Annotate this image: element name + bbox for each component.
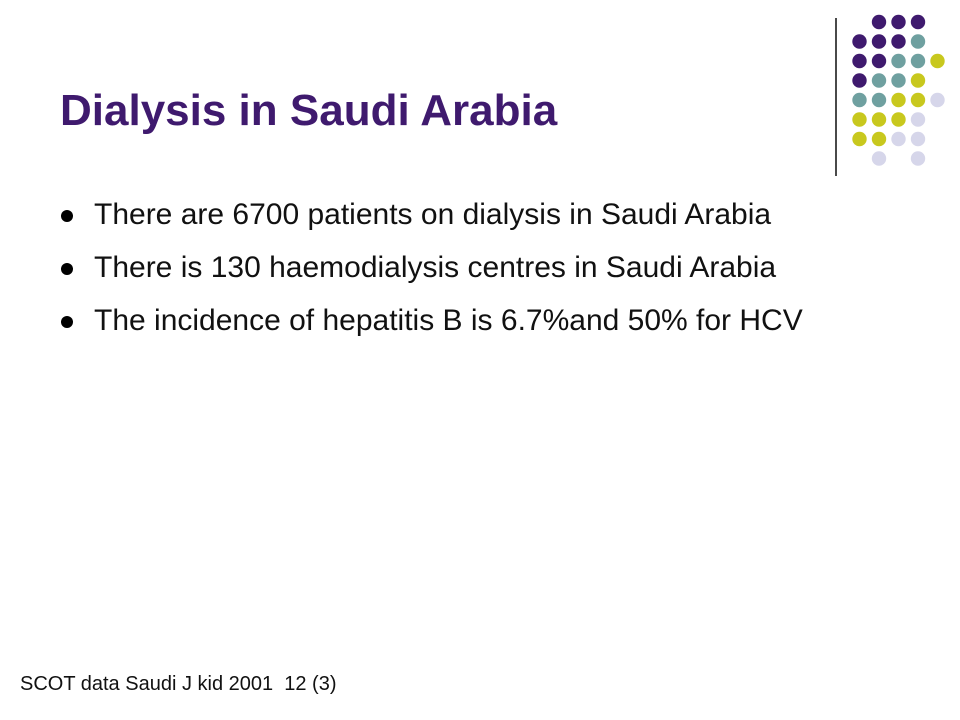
decorative-dot xyxy=(891,73,905,87)
decorative-dot xyxy=(911,15,925,29)
decorative-dot xyxy=(911,151,925,165)
slide-title: Dialysis in Saudi Arabia xyxy=(60,86,558,135)
decorative-dot xyxy=(852,132,866,146)
decorative-dot xyxy=(852,34,866,48)
decorative-dot xyxy=(911,73,925,87)
bullet-item xyxy=(60,196,890,233)
decorative-dot xyxy=(852,54,866,68)
source-footnote: SCOT data Saudi J kid 2001 12 (3) xyxy=(20,673,337,695)
decorative-dot xyxy=(852,93,866,107)
bullet-dot-icon xyxy=(61,263,73,275)
decorative-dot xyxy=(891,54,905,68)
decorative-dot xyxy=(891,34,905,48)
decorative-dot xyxy=(852,112,866,126)
decorative-dot xyxy=(891,93,905,107)
decorative-dot-grid xyxy=(0,0,960,200)
decorative-dot xyxy=(891,15,905,29)
bullet-item xyxy=(60,302,890,339)
decorative-dot xyxy=(911,34,925,48)
bullet-text: The incidence of hepatitis B is 6.7%and 50% for HCV xyxy=(94,304,803,337)
bullet-text: There is 130 haemodialysis centres in Saudi Arabia xyxy=(94,251,777,284)
decorative-dot xyxy=(911,93,925,107)
decorative-dot xyxy=(930,93,944,107)
bullet-text: There are 6700 patients on dialysis in Saudi Arabia xyxy=(94,198,772,231)
decorative-dot xyxy=(911,54,925,68)
decorative-dot xyxy=(872,54,886,68)
decorative-dot xyxy=(911,132,925,146)
decorative-dot xyxy=(872,151,886,165)
decorative-dot xyxy=(891,112,905,126)
bullet-list xyxy=(60,196,890,355)
decorative-dot xyxy=(930,54,944,68)
decorative-dot xyxy=(872,15,886,29)
decorative-dot xyxy=(872,132,886,146)
decorative-dot xyxy=(872,112,886,126)
bullet-dot-icon xyxy=(61,210,73,222)
bullet-item xyxy=(60,249,890,286)
decorative-dot xyxy=(872,34,886,48)
bullet-dot-icon xyxy=(61,316,73,328)
decorative-dot xyxy=(911,112,925,126)
decorative-dot xyxy=(872,73,886,87)
decorative-dot xyxy=(852,73,866,87)
decorative-dot xyxy=(891,132,905,146)
decorative-dot xyxy=(872,93,886,107)
